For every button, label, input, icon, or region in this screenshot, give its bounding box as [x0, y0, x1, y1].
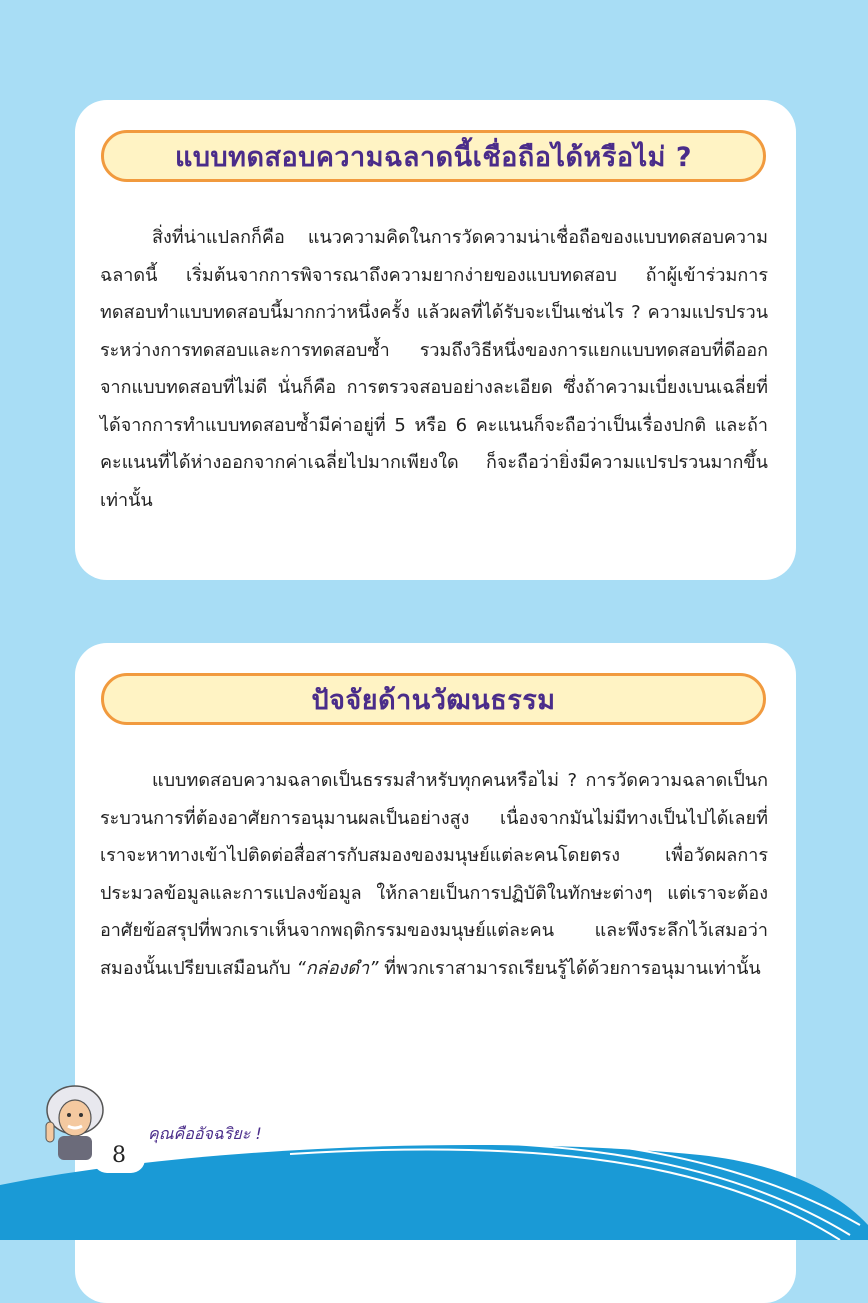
paragraph-culture-part2: ที่พวกเราสามารถเรียนรู้ได้ด้วยการอนุมานเท่านั้น [378, 957, 761, 979]
section-title-culture: ปัจจัยด้านวัฒนธรรม [101, 673, 766, 725]
section-body-reliability [100, 219, 768, 519]
section-body-culture [100, 762, 768, 987]
paragraph-culture-part1: แบบทดสอบความฉลาดเป็นธรรมสำหรับทุกคนหรือไม่ ? การวัดความฉลาดเป็นกระบวนการที่ต้องอาศัยการอนุมานผลเป็นอย่างสูง เนื่องจากมันไม่มีทางเป็นไปได้เลยที่เราจะหาทางเข้าไปติดต่อสื่อสารกับสมองของมนุษย์แต่ละคนโดยตรง เพื่อวัดผลการประมวลข้อมูลและการแปลงข้อมูล ให้กลายเป็นการปฏิบัติในทักษะต่างๆ แต่เราจะต้องอาศัยข้อสรุปที่พวกเราเห็นจากพฤติกรรมของมนุษย์แต่ละคน และพึงระลึกไว้เสมอว่าสมองนั้นเปรียบเสมือนกับ [100, 770, 768, 979]
paragraph-reliability: สิ่งที่น่าแปลกก็คือ แนวความคิดในการวัดความน่าเชื่อถือของแบบทดสอบความฉลาดนี้ เริ่มต้นจากการพิจารณาถึงความยากง่ายของแบบทดสอบ ถ้าผู้เข้าร่วมการทดสอบทำแบบทดสอบนี้มากกว่าหนึ่งครั้ง แล้วผลที่ได้รับจะเป็นเช่นไร ? ความแปรปรวนระหว่างการทดสอบและการทดสอบซ้ำ รวมถึงวิธีหนึ่งของการแยกแบบทดสอบที่ดีออกจากแบบทดสอบที่ไม่ดี นั่นก็คือ การตรวจสอบอย่างละเอียด ซึ่งถ้าความเบี่ยงเบนเฉลี่ยที่ได้จากการทำแบบทดสอบซ้ำมีค่าอยู่ที่ 5 หรือ 6 คะแนนก็จะถือว่าเป็นเรื่องปกติ และถ้าคะแนนที่ได้ห่างออกจากค่าเฉลี่ยไปมากเพียงใด ก็จะถือว่ายิ่งมีความแปรปรวนมากขึ้นเท่านั้น [100, 227, 768, 511]
section-card-reliability [75, 100, 796, 580]
black-box-term: “กล่องดำ” [296, 957, 379, 979]
section-title-reliability: แบบทดสอบความฉลาดนี้เชื่อถือได้หรือไม่ ? [101, 130, 766, 182]
footer-book-title: คุณคืออัจฉริยะ ! [148, 1124, 262, 1143]
page-number: 8 [93, 1137, 145, 1173]
